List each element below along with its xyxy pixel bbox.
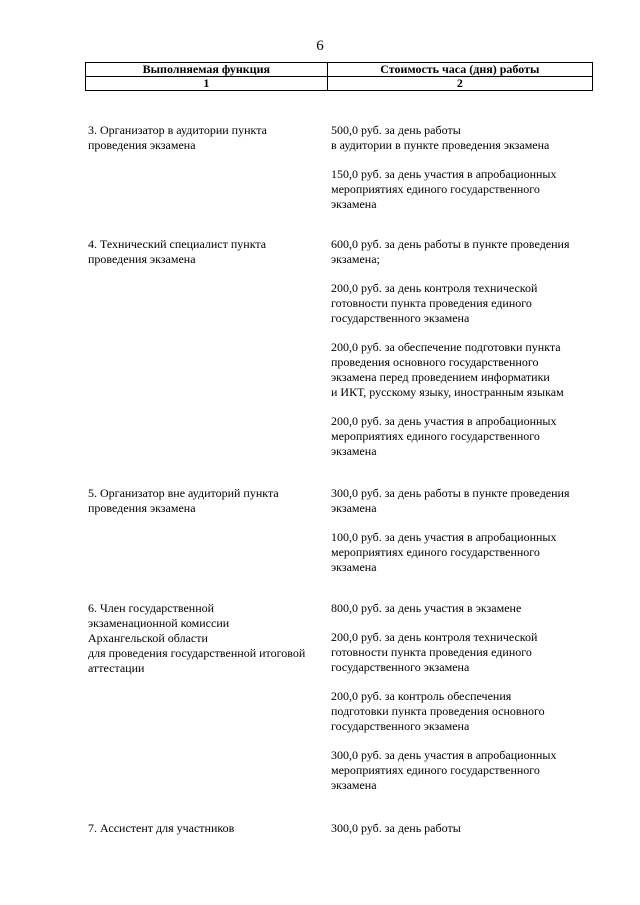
table-header [85,62,593,91]
column-number-2: 2 [327,77,592,91]
cost-entry: 200,0 руб. за день контроля технической готовности пункта проведения единого государственного экзамена [331,630,538,674]
cost-cell [331,486,596,589]
cost-cell [331,601,596,807]
cost-entry: 200,0 руб. за день участия в апробационных мероприятиях единого государственного экзамена [331,414,557,458]
cost-cell [331,123,596,226]
cost-cell [331,821,596,850]
cost-entry: 100,0 руб. за день участия в апробационных мероприятиях единого государственного экзамена [331,530,557,574]
cost-entry: 200,0 руб. за контроль обеспечения подготовки пункта проведения основного государственного экзамена [331,689,545,733]
cost-entry: 600,0 руб. за день работы в пункте проведения экзамена; [331,237,570,266]
function-cell: 5. Организатор вне аудиторий пункта проведения экзамена [88,486,279,515]
column-header-cost: Стоимость часа (дня) работы [327,63,592,77]
column-number-1: 1 [86,77,328,91]
column-header-function: Выполняемая функция [86,63,328,77]
cost-entry: 800,0 руб. за день участия в экзамене [331,601,522,615]
function-cell: 7. Ассистент для участников [88,821,235,835]
function-cell: 3. Организатор в аудитории пункта проведения экзамена [88,123,267,152]
cost-entry: 500,0 руб. за день работы в аудитории в пункте проведения экзамена [331,123,550,152]
cost-entry: 150,0 руб. за день участия в апробационных мероприятиях единого государственного экзамена [331,167,557,211]
cost-cell [331,237,596,473]
cost-entry: 200,0 руб. за день контроля технической готовности пункта проведения единого государственного экзамена [331,281,538,325]
cost-entry: 300,0 руб. за день работы [331,821,461,835]
cost-entry: 300,0 руб. за день работы в пункте проведения экзамена [331,486,570,515]
page-number: 6 [316,38,324,54]
cost-entry: 300,0 руб. за день участия в апробационных мероприятиях единого государственного экзамена [331,748,557,792]
function-cell: 4. Технический специалист пункта проведения экзамена [88,237,267,266]
header-row [86,63,593,77]
function-cell: 6. Член государственной экзаменационной комиссии Архангельской области для проведения государственной итоговой аттестации [88,601,306,675]
cost-entry: 200,0 руб. за обеспечение подготовки пункта проведения основного государственного экзамена перед проведением информатики и ИКТ, русскому языку, иностранным языкам [331,340,564,399]
header-number-row [86,77,593,91]
